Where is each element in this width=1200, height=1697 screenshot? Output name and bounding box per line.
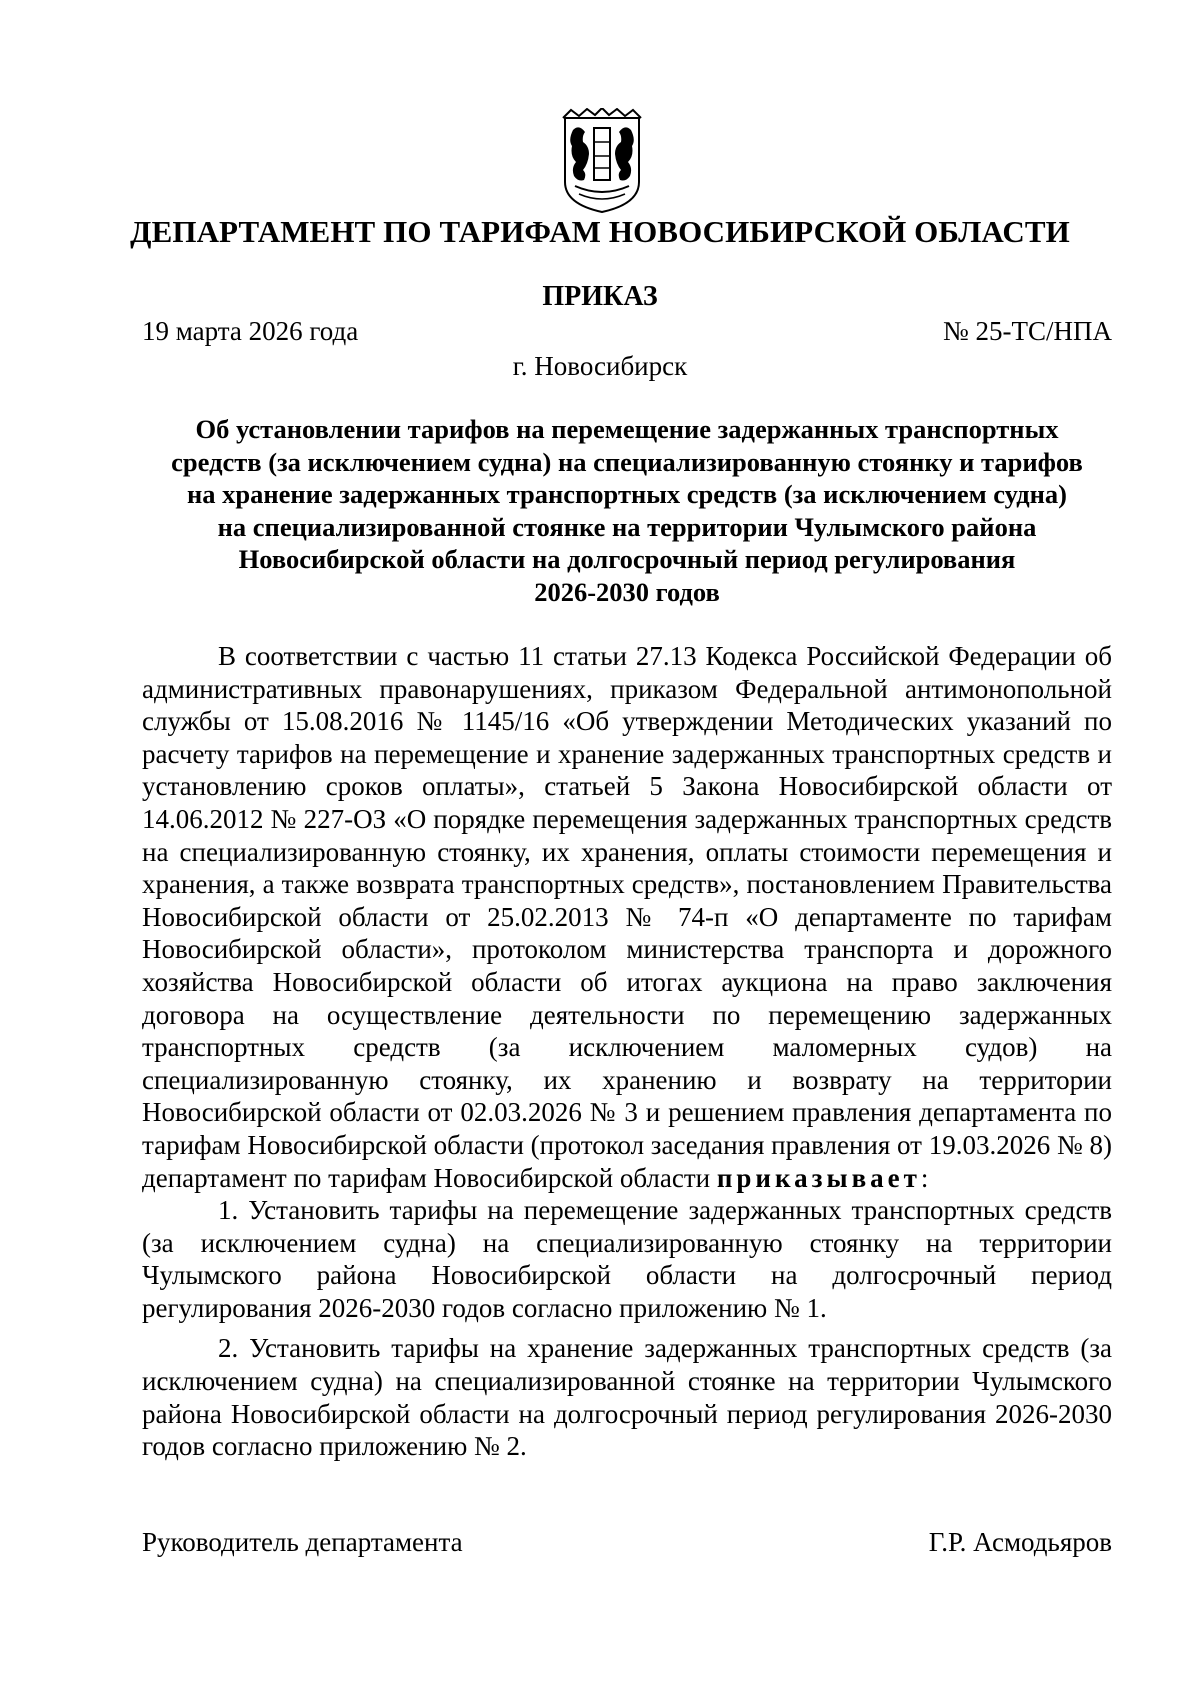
document-city: г. Новосибирск (512, 351, 688, 381)
title-line: на хранение задержанных транспортных средств (за исключением судна) (186, 479, 1068, 510)
document-body (142, 640, 1112, 1463)
signatory-position: Руководитель департамента (142, 1527, 463, 1557)
document-date: 19 марта 2026 года (142, 316, 359, 346)
decree-prefix: департамент по тарифам Новосибирской области (142, 1162, 717, 1193)
title-line: 2026-2030 годов (534, 576, 720, 607)
organization-name: ДЕПАРТАМЕНТ ПО ТАРИФАМ НОВОСИБИРСКОЙ ОБЛАСТИ (130, 214, 1070, 249)
signatory-name: Г.Р. Асмодьяров (928, 1527, 1112, 1557)
document-title (142, 413, 1112, 609)
coat-of-arms-icon (561, 108, 643, 214)
title-line: Об установлении тарифов на перемещение задержанных транспортных (195, 414, 1059, 444)
title-line: Новосибирской области на долгосрочный период регулирования (238, 544, 1016, 575)
decree-suffix: : (920, 1162, 929, 1193)
document-number: № 25-ТС/НПА (942, 316, 1112, 346)
decree-line (142, 1162, 1112, 1195)
preamble-paragraph: В соответствии с частью 11 статьи 27.13 Кодекса Российской Федерации об административных правонарушениях, приказом Федеральной антимонопольной службы от 15.08.2016 № 1145/16 «Об утверждении Методических указаний по расчету тарифов на перемещение и хранение задержанных транспортных средств и установлению сроков оплаты», статьей 5 Закона Новосибирской области от 14.06.2012 № 227-ОЗ «О порядке перемещения задержанных транспортных средств на специализированную стоянку, их хранения, оплаты стоимости перемещения и хранения, а также возврата транспортных средств», постановлением Правительства Новосибирской области от 25.02.2013 № 74-п «О департаменте по тарифам Новосибирской области», протоколом министерства транспорта и дорожного хозяйства Новосибирской области об итогах аукциона на право заключения договора на осуществление деятельности по перемещению задержанных транспортных средств (за исключением маломерных судов) на специализированную стоянку, их хранению и возврату на территории Новосибирской области от 02.03.2026 № 3 и решением правления департамента по тарифам Новосибирской области (протокол заседания правления от 19.03.2026 № 8) (142, 641, 1112, 1160)
order-item-1: 1. Установить тарифы на перемещение задержанных транспортных средств (за исключением судна) на специализированную стоянку на территории Чулымского района Новосибирской области на долгосрочный период регулирования 2026-2030 годов согласно приложению № 1. (142, 1195, 1112, 1323)
title-line: на специализированной стоянке на территории Чулымского района (217, 511, 1037, 542)
document-type: ПРИКАЗ (542, 281, 658, 312)
order-item-2: 2. Установить тарифы на хранение задержанных транспортных средств (за исключением судна) на специализированной стоянке на территории Чулымского района Новосибирской области на долгосрочный период регулирования 2026-2030 годов согласно приложению № 2. (142, 1333, 1112, 1462)
decree-word: приказывает (716, 1162, 921, 1193)
title-line: средств (за исключением судна) на специализированную стоянку и тарифов (171, 446, 1083, 477)
